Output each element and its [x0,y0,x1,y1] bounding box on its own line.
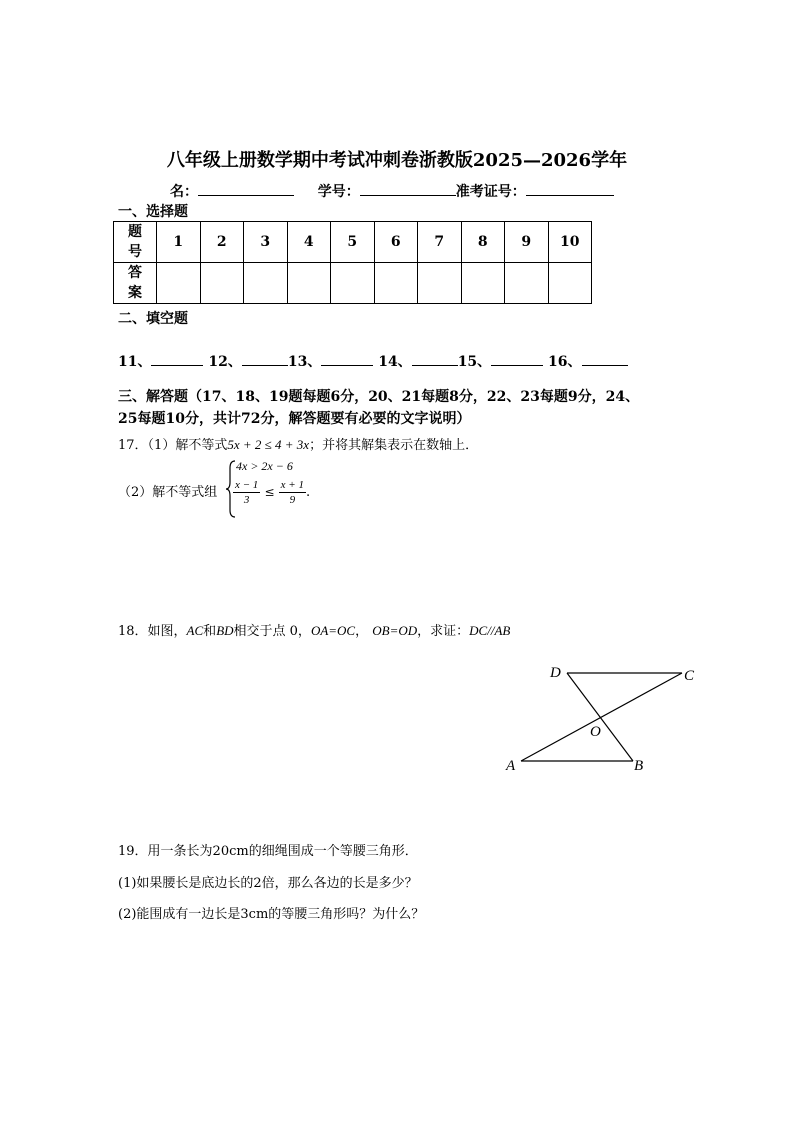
segment-bd [567,673,633,761]
point-label-a: A [506,758,516,774]
question-number-cell: 2 [200,222,244,263]
name-label: 名： [170,184,198,200]
point-label-c: C [684,668,695,684]
section-2-heading: 二、填空题 [118,311,188,327]
q17-part1-prefix: 17．（1）解不等式 [118,438,228,453]
question-19-line-1: 19．用一条长为20cm的细绳围成一个等腰三角形． [118,844,418,859]
page-title: 八年级上册数学期中考试冲刺卷浙教版2025—2026学年 [166,150,628,171]
question-number-cell: 8 [461,222,505,263]
exam-number-label: 准考证号： [455,184,526,200]
q17-system-ineq2: $\frac{x - 1}{3}$ ≤ $\frac{x + 1}{9}$ . [235,479,311,506]
section-3-heading-line1: 三、解答题（17、18、19题每题6分，20、21每题8分，22、23每题9分，24、 [118,389,640,405]
question-number-cell: 9 [505,222,549,263]
student-id-label: 学号： [317,184,360,200]
question-number-cell: 3 [244,222,288,263]
number-row-label-text: 题号 [128,224,142,260]
question-number-cell: 4 [287,222,331,263]
q17-fraction-1: $\frac{x - 1}{3}$ [235,479,259,506]
point-label-o: O [590,724,601,740]
answer-row-label-text: 答案 [128,265,142,301]
question-19-part-2: (2)能围成有一边长是3cm的等腰三角形吗？为什么？ [118,907,425,922]
fill-item-label: 11、 [118,354,152,370]
question-number-cell: 10 [548,222,592,263]
fill-item-label: 14、 [378,354,412,370]
q17-inequality: 5x + 2 ≤ 4 + 3x [227,437,310,452]
q17-system-ineq1: 4x > 2x − 6 [236,459,293,473]
question-19-part-1: (1)如果腰长是底边长的2倍，那么各边的长是多少？ [118,876,418,891]
fill-item-label: 12、 [208,354,242,370]
q17-part2-prefix: （2）解不等式组 [118,485,218,500]
q17-fraction-2: $\frac{x + 1}{9}$ [280,479,304,506]
section-1-heading: 一、选择题 [118,204,188,220]
section-3-heading-line2: 25每题10分，共计72分，解答题要有必要的文字说明） [118,411,471,427]
point-label-d: D [550,665,561,681]
question-number-cell: 6 [374,222,418,263]
fill-item-label: 16、 [548,354,582,370]
question-number-cell: 5 [331,222,375,263]
question-number-cell: 7 [418,222,462,263]
fill-item-label: 15、 [457,354,492,370]
question-18-text: 18．如图，AC和BD相交于点 0，OA=OC， OB=OD，求证：DC//AB [118,623,511,639]
point-label-b: B [634,758,644,774]
question-number-cell: 1 [157,222,201,263]
fill-item-label: 13、 [287,354,322,370]
segment-ac [521,673,682,761]
q17-part1-suffix: ；并将其解集表示在数轴上． [309,438,479,453]
